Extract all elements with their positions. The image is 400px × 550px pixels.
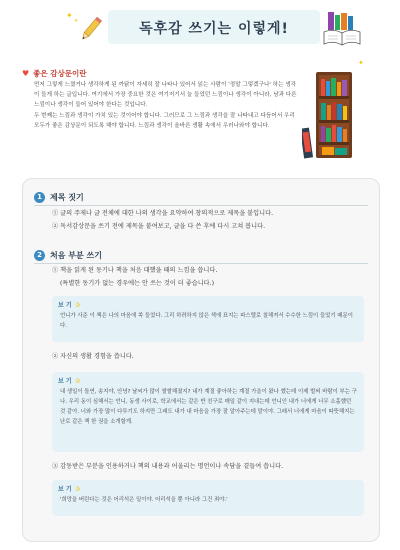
bookshelf-icon bbox=[302, 66, 362, 166]
example-label: 보 기 ✰ bbox=[58, 484, 81, 493]
section-heading bbox=[34, 192, 84, 203]
divider bbox=[34, 263, 368, 264]
intro-paragraph: 먼저 그렇게 느꼈거나 생각하게 된 까닭이 자세히 잘 나타나 있어서 읽는 사람이 '정말 그렇겠구나' 하는 생각이 들게 하는 글입니다. 여기에서 가장 중요한 것은 여기저기서 늘 들었던 느낌이나 생각이 아니라, 남과 다른 느낌이나 생각이 들어 있어야 한다는 것입니다. bbox=[34, 82, 297, 109]
example-label: 보 기 ✰ bbox=[58, 376, 81, 385]
section-number: 2 bbox=[34, 250, 45, 261]
pencil-icon bbox=[76, 14, 106, 48]
list-item: ② 독서감상문을 쓰기 전에 제목을 붙여보고, 글을 다 쓴 후에 다시 고쳐 봅니다. bbox=[52, 223, 266, 230]
intro-heading: ♥ 좋은 감상문이란 bbox=[22, 69, 87, 78]
divider bbox=[34, 205, 368, 206]
section-title: 제목 짓기 bbox=[50, 193, 84, 202]
svg-text:✦: ✦ bbox=[358, 59, 364, 67]
example-label: 보 기 ✰ bbox=[58, 300, 81, 309]
intro-text bbox=[34, 80, 299, 132]
heart-icon: ♥ bbox=[22, 69, 30, 78]
star-icon: ✰ bbox=[74, 376, 81, 385]
page-title: 독후감 쓰기는 이렇게! bbox=[139, 21, 289, 37]
title-banner bbox=[108, 10, 320, 44]
list-item: ① 글의 주제나 글 전체에 대한 나의 생각을 요약하여 창의적으로 제목을 붙입니다. bbox=[52, 210, 274, 217]
list-item: ② 자신의 생활 경험을 씁니다. bbox=[52, 353, 134, 360]
example-text: '희망을 버린다는 것은 어리석은 일이야. 어리석을 뿐 아니라 그건 죄야.' bbox=[60, 497, 228, 503]
example-box bbox=[52, 372, 364, 452]
open-book-icon bbox=[322, 10, 362, 52]
section-number: 1 bbox=[34, 192, 45, 203]
svg-text:✦: ✦ bbox=[66, 11, 73, 20]
intro-paragraph: 두 번째는 느낌과 생각이 가치 있는 것이어야 합니다. 그러므로 그 느낌과 생각을 잘 나타내고 다듬어서 우리 모두가 좋은 감상문이 되도록 해야 합니다. 느낌과 생각이 올바른 생활 속에서 우러나와야 합니다. bbox=[34, 113, 295, 130]
example-text: 언니가 사준 이 책은 나의 마음에 쏙 들었다. 그리 하려하지 않은 색에 표지는 파스텔로 칠해져서 수수한 느낌이 들었기 때문이다. bbox=[60, 313, 353, 329]
star-icon: ✰ bbox=[74, 484, 81, 493]
svg-text:✦: ✦ bbox=[74, 18, 79, 23]
star-icon: ✰ bbox=[74, 300, 81, 309]
example-text: 내 생일이 돌연, 송지야, 안녕? 날씨가 많이 쌀쌀해졌지? 내가 계절 좋아하는 계절 가을이 왔나 했는데 이제 벌써 바람이 부는 구나. 우리 동이 심해서는 언니, 동생 사이로, 학교에서는 같은 반 친구로 매일 같이 지내는데 언니인 내가 너에게 너무 소홀했던 것 같아. 너와 가장 많이 다투기도 하지만 그래도 내가 내 마음을 가장 잘 알아주는데 말이야. 그래서 너에게 마음이 따뜻해지는 난로 같은 책 한 권을 소개할게. bbox=[60, 389, 357, 425]
example-box bbox=[52, 480, 364, 516]
list-item-note: (특별한 동기가 없는 경우에는 안 쓰는 것이 더 좋습니다.) bbox=[60, 280, 215, 287]
example-box bbox=[52, 296, 364, 342]
section-title: 처음 부분 쓰기 bbox=[50, 251, 102, 260]
list-item: ③ 감동받은 부분을 인용하거나 책의 내용과 어울리는 명언이나 속담을 곁들여 씁니다. bbox=[52, 463, 284, 470]
section-heading bbox=[34, 250, 102, 261]
list-item: ① 책을 읽게 된 동기나 책을 처음 대했을 때의 느낌을 씁니다. bbox=[52, 267, 218, 274]
